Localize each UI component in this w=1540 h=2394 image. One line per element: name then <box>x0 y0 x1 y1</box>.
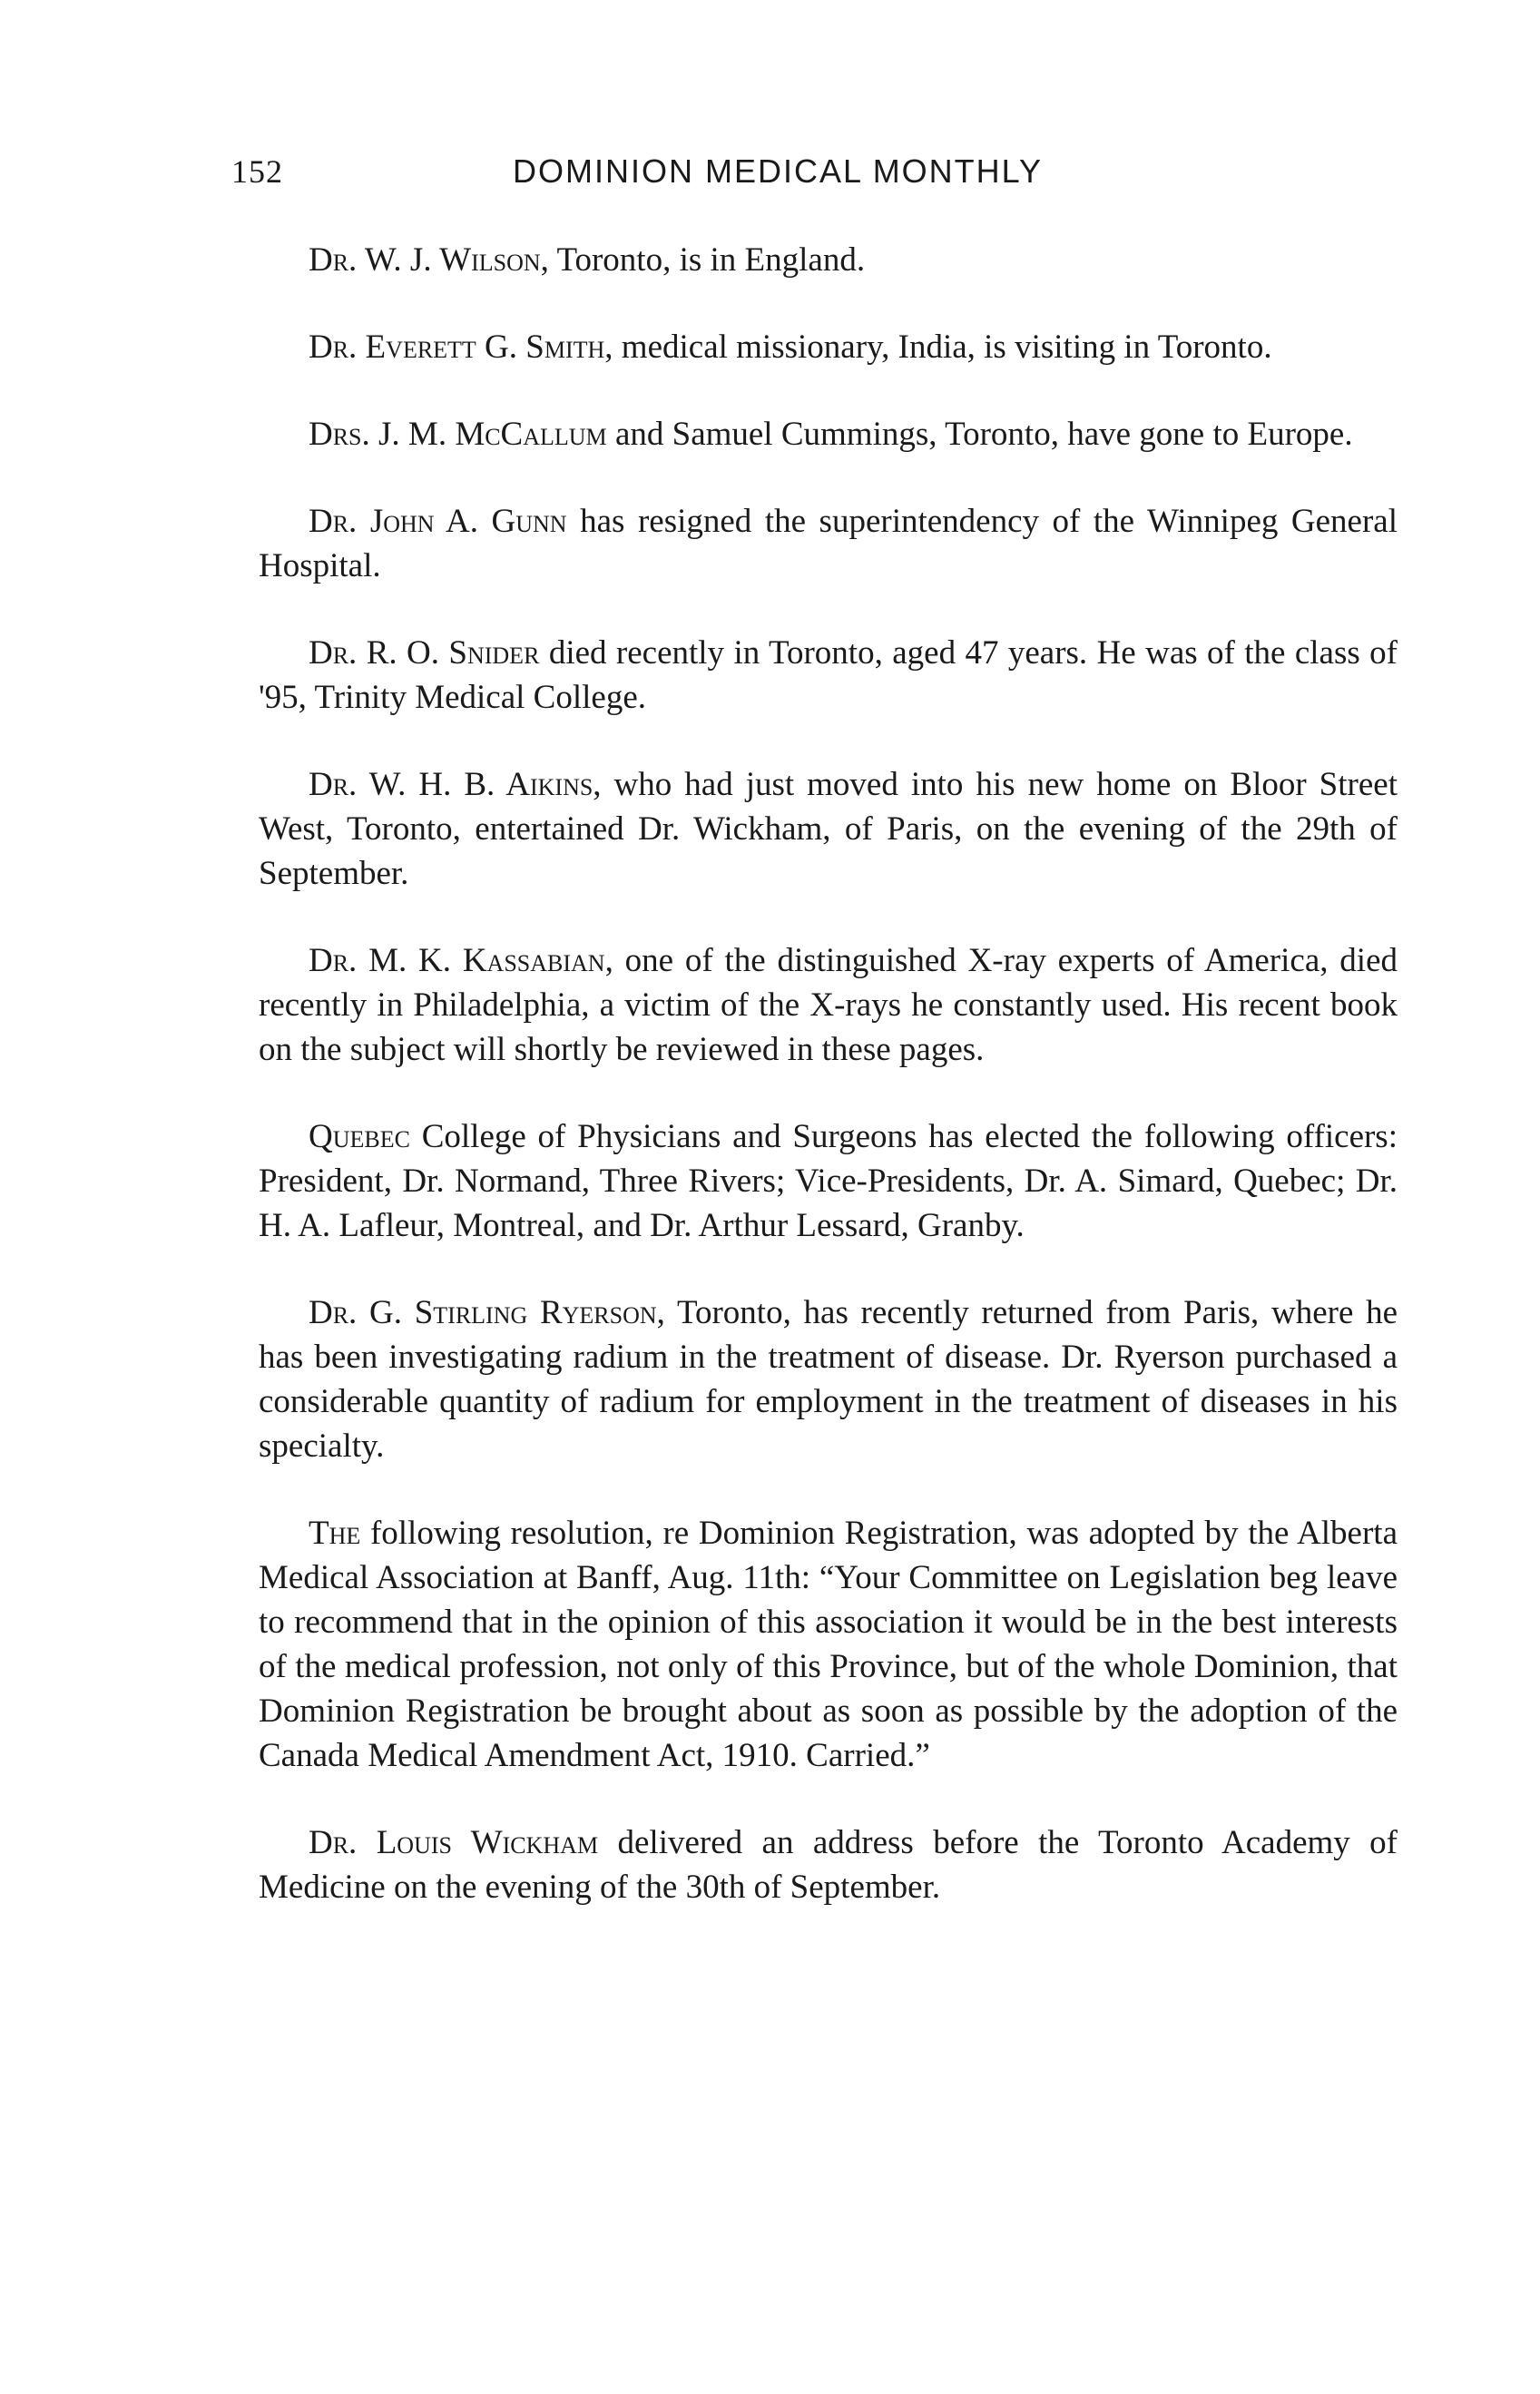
news-item-lead: Dr. W. J. Wilson, <box>309 241 549 279</box>
news-item-text: who had just moved into his new home on Bloor Street West, Toronto, entertained Dr. Wickham, of Paris, on the evening of the 29th of September. <box>259 766 1398 892</box>
news-item-lead: Dr. M. K. Kassabian, <box>309 942 613 979</box>
news-item-quebec-college <box>259 1114 1398 1248</box>
news-item-text: College of Physicians and Surgeons has elected the following officers: President, Dr. Normand, Three Rivers; Vice-Presidents, Dr. A. Simard, Quebec; Dr. H. A. Lafleur, Montreal, and Dr. Arthur Lessard, Granby. <box>259 1118 1398 1244</box>
news-item-text: Toronto, has recently returned from Paris, where he has been investigating radium in the treatment of disease. Dr. Ryerson purchased a considerable quantity of radium for employment in the treatment of diseases in his specialty. <box>259 1294 1398 1465</box>
news-item-text: following resolution, re Dominion Registration, was adopted by the Alberta Medical Association at Banff, Aug. 11th: “Your Committee on Legislation beg leave to recommend that in the opinion of this association it would be in the best interests of the medical profession, not only of this Province, but of the whole Dominion, that Dominion Registration be brought about as soon as possible by the adoption of the Canada Medical Amendment Act, 1910. Carried.” <box>259 1515 1398 1774</box>
news-item-kassabian <box>259 938 1398 1072</box>
news-item-alberta-resolution <box>259 1511 1398 1778</box>
news-item-wickham <box>259 1820 1398 1909</box>
news-item-lead: Dr. R. O. Snider <box>309 634 540 672</box>
news-item-lead: Dr. Louis Wickham <box>309 1824 599 1861</box>
news-item-lead: Dr. John A. Gunn <box>309 503 567 540</box>
page-number: 152 <box>231 153 283 190</box>
news-item-wilson <box>259 238 1398 282</box>
news-item-text: and Samuel Cummings, Toronto, have gone to Europe. <box>606 416 1353 453</box>
news-item-gunn <box>259 499 1398 588</box>
running-head <box>231 152 1166 200</box>
news-item-lead: Dr. Everett G. Smith, <box>309 329 613 366</box>
news-item-text: one of the distinguished X-ray experts of America, died recently in Philadelphia, a victim of the X-rays he constantly used. His recent book on the subject will shortly be reviewed in these pages. <box>259 942 1398 1068</box>
news-item-lead: Dr. W. H. B. Aikins, <box>309 766 602 803</box>
news-item-text: delivered an address before the Toronto Academy of Medicine on the evening of the 30th of September. <box>259 1824 1398 1906</box>
news-item-text: has resigned the superintendency of the Winnipeg General Hospital. <box>259 503 1398 584</box>
news-item-lead: Quebec <box>309 1118 410 1155</box>
news-item-lead: The <box>309 1515 361 1552</box>
news-item-lead: Dr. G. Stirling Ryerson, <box>309 1294 665 1331</box>
news-item-snider <box>259 631 1398 720</box>
news-item-aikins <box>259 762 1398 896</box>
news-item-smith <box>259 325 1398 369</box>
news-item-mccallum <box>259 412 1398 456</box>
news-item-ryerson <box>259 1290 1398 1468</box>
news-item-lead: Drs. J. M. McCallum <box>309 416 607 453</box>
news-item-text: died recently in Toronto, aged 47 years. He was of the class of '95, Trinity Medical College. <box>259 634 1398 716</box>
news-item-text: Toronto, is in England. <box>548 241 866 279</box>
news-item-text: medical missionary, India, is visiting in Toronto. <box>613 329 1272 366</box>
news-items <box>259 238 1398 1952</box>
journal-title: DOMINION MEDICAL MONTHLY <box>513 152 1044 190</box>
